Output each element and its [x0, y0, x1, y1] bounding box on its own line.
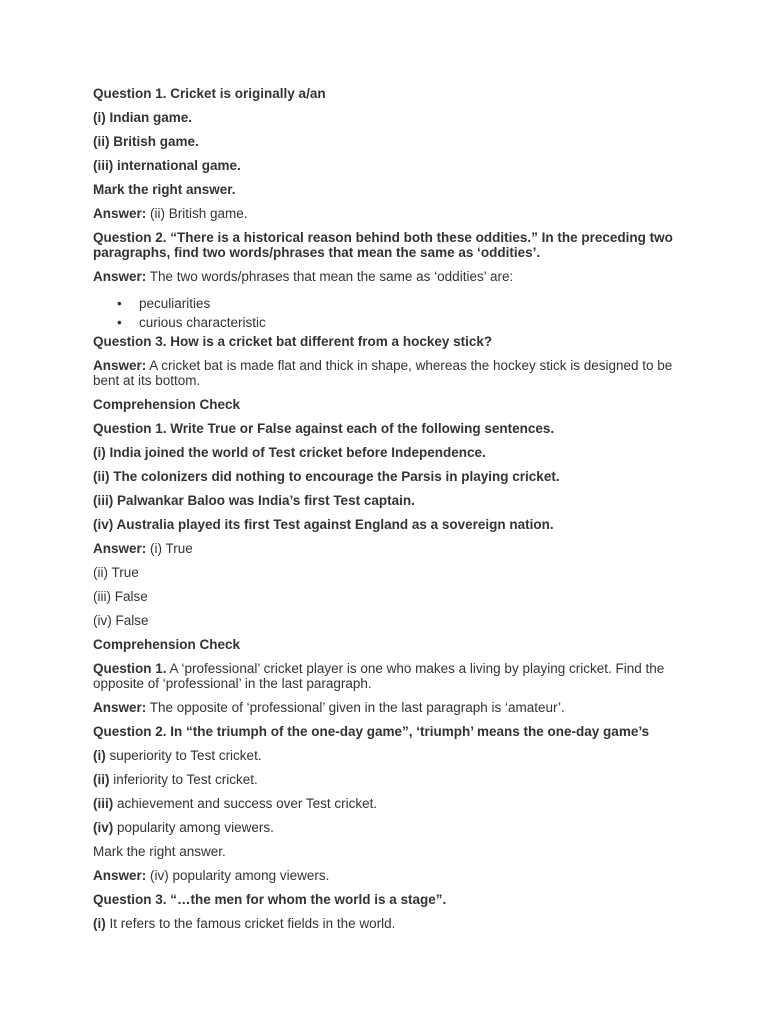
section-heading: Comprehension Check	[93, 397, 241, 412]
option-label: (ii)	[93, 772, 110, 787]
option-3	[93, 796, 683, 811]
answer-text: The two words/phrases that mean the same as ‘oddities’ are:	[149, 269, 514, 284]
question-1-option-2: (ii) British game.	[93, 134, 199, 149]
question-3-title: Question 3. How is a cricket bat different from a hockey stick?	[93, 334, 493, 349]
answer-label: Answer:	[93, 206, 147, 221]
question-1-answer	[93, 206, 683, 221]
question-2-title: Question 2. “There is a historical reason behind both these oddities.” In the preceding two paragraphs, find two words/phrases that mean the same as ‘oddities’.	[93, 230, 673, 260]
section-2-question-2-answer	[93, 868, 683, 883]
option-label: (i)	[93, 916, 106, 931]
question-1-option-3: (iii) international game.	[93, 158, 241, 173]
bullet-icon: •	[117, 296, 122, 311]
question-1-instruction: Mark the right answer.	[93, 182, 236, 197]
option-1	[93, 916, 683, 931]
answer-text: (iv) popularity among viewers.	[150, 868, 330, 883]
true-false-answer-4: (iv) False	[93, 613, 149, 628]
answer-bullet-list	[93, 296, 683, 330]
list-item-text: curious characteristic	[139, 315, 266, 330]
option-text: inferiority to Test cricket.	[113, 772, 258, 787]
section-2-question-1-answer	[93, 700, 683, 715]
answer-text: A cricket bat is made flat and thick in shape, whereas the hockey stick is designed to be bent at its bottom.	[93, 358, 673, 388]
section-1-question-1-title: Question 1. Write True or False against each of the following sentences.	[93, 421, 555, 436]
statement-3: (iii) Palwankar Baloo was India’s first Test captain.	[93, 493, 415, 508]
section-2-question-2-instruction: Mark the right answer.	[93, 844, 226, 859]
bullet-icon: •	[117, 315, 122, 330]
answer-label: Answer:	[93, 269, 147, 284]
true-false-answer-2: (ii) True	[93, 565, 139, 580]
question-1-title: Question 1. Cricket is originally a/an	[93, 86, 326, 101]
option-4	[93, 820, 683, 835]
option-text: It refers to the famous cricket fields in the world.	[109, 916, 396, 931]
question-1-option-1: (i) Indian game.	[93, 110, 193, 125]
answer-text: The opposite of ‘professional’ given in the last paragraph is ‘amateur’.	[149, 700, 565, 715]
question-3-answer	[93, 358, 683, 388]
option-text: achievement and success over Test cricket.	[117, 796, 378, 811]
option-1	[93, 748, 683, 763]
section-2-question-3-title: Question 3. “…the men for whom the world is a stage”.	[93, 892, 447, 907]
answer-label: Answer:	[93, 541, 147, 556]
statement-4: (iv) Australia played its first Test against England as a sovereign nation.	[93, 517, 554, 532]
option-label: (iii)	[93, 796, 114, 811]
true-false-answer-1	[93, 541, 683, 556]
answer-label: Answer:	[93, 868, 147, 883]
question-text: A ‘professional’ cricket player is one who makes a living by playing cricket. Find the opposite of ‘professional’ in the last paragraph.	[93, 661, 665, 691]
section-2-question-2-title: Question 2. In “the triumph of the one-day game”, ‘triumph’ means the one-day game’s	[93, 724, 650, 739]
option-text: popularity among viewers.	[117, 820, 274, 835]
option-text: superiority to Test cricket.	[109, 748, 262, 763]
list-item-text: peculiarities	[139, 296, 211, 311]
answer-label: Answer:	[93, 358, 147, 373]
section-heading: Comprehension Check	[93, 637, 241, 652]
list-item	[117, 296, 683, 311]
list-item	[117, 315, 683, 330]
answer-text: (i) True	[150, 541, 193, 556]
statement-2: (ii) The colonizers did nothing to encourage the Parsis in playing cricket.	[93, 469, 560, 484]
answer-label: Answer:	[93, 700, 147, 715]
option-label: (iv)	[93, 820, 114, 835]
document-body	[93, 86, 683, 940]
option-2	[93, 772, 683, 787]
question-label: Question 1.	[93, 661, 167, 676]
option-label: (i)	[93, 748, 106, 763]
true-false-answer-3: (iii) False	[93, 589, 148, 604]
answer-text: (ii) British game.	[150, 206, 248, 221]
section-2-question-1	[93, 661, 683, 691]
statement-1: (i) India joined the world of Test cricket before Independence.	[93, 445, 486, 460]
question-2-answer	[93, 269, 683, 284]
